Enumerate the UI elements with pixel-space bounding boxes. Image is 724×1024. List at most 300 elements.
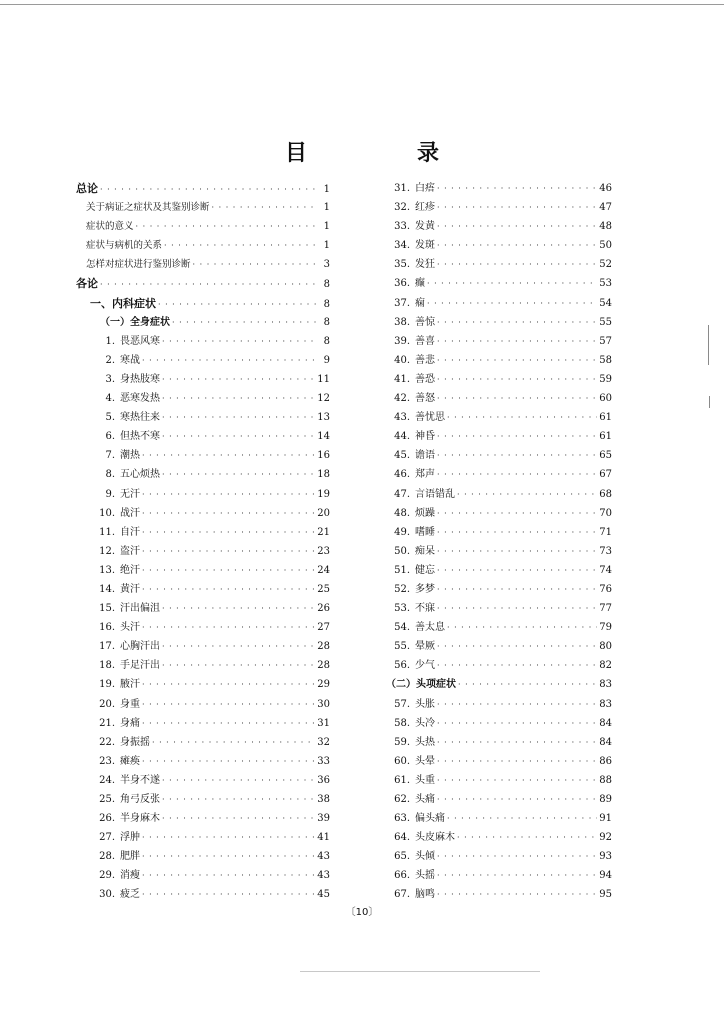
entry-page-number: 95 xyxy=(599,889,612,901)
entry-number: 27. xyxy=(99,832,115,844)
entry-number: 17. xyxy=(99,641,115,653)
entry-number: 19. xyxy=(99,679,115,691)
toc-entry xyxy=(76,809,330,828)
entry-label: 言语错乱 xyxy=(415,488,455,500)
entry-number: 66. xyxy=(394,870,410,882)
toc-entry xyxy=(386,389,612,408)
entry-page-number: 14 xyxy=(317,431,330,443)
toc-entry xyxy=(76,332,330,351)
dot-leader xyxy=(100,180,318,199)
entry-label: （一）全身症状 xyxy=(100,316,170,328)
dot-leader xyxy=(142,504,315,523)
entry-number: 48. xyxy=(394,507,410,519)
entry-page-number: 26 xyxy=(317,603,330,615)
entry-number: 65. xyxy=(394,851,410,863)
entry-page-number: 1 xyxy=(323,240,330,252)
entry-label: 半身麻木 xyxy=(120,813,160,825)
toc-entry xyxy=(386,637,612,656)
entry-number: 21. xyxy=(99,717,115,729)
entry-page-number: 93 xyxy=(599,851,612,863)
entry-label: 心胸汗出 xyxy=(120,641,160,653)
entry-label: 善恐 xyxy=(415,373,435,385)
entry-label: 头热 xyxy=(415,736,435,748)
toc-entry xyxy=(386,179,612,198)
dot-leader xyxy=(172,313,318,332)
toc-entry xyxy=(386,809,612,828)
entry-number: 52. xyxy=(394,583,410,595)
toc-entry xyxy=(386,752,612,771)
entry-number: 39. xyxy=(394,335,410,347)
dot-leader xyxy=(437,599,597,618)
entry-page-number: 43 xyxy=(317,851,330,863)
entry-label: 善惊 xyxy=(415,316,435,328)
entry-label: 红疹 xyxy=(415,202,435,214)
entry-page-number: 27 xyxy=(317,622,330,634)
entry-label: 善悲 xyxy=(415,354,435,366)
entry-label: 消瘦 xyxy=(120,870,140,882)
entry-page-number: 92 xyxy=(599,832,612,844)
entry-label: 浮肿 xyxy=(120,832,140,844)
dot-leader xyxy=(142,847,315,866)
page-title: 目 录 xyxy=(284,141,483,166)
entry-page-number: 11 xyxy=(317,373,330,385)
entry-label: 黄汗 xyxy=(120,583,140,595)
entry-label: 身痛 xyxy=(120,717,140,729)
dot-leader xyxy=(427,294,597,313)
toc-entry xyxy=(386,504,612,523)
toc-entry xyxy=(386,294,612,313)
entry-page-number: 52 xyxy=(599,259,612,271)
entry-page-number: 8 xyxy=(323,279,330,291)
toc-entry xyxy=(386,332,612,351)
entry-page-number: 8 xyxy=(323,335,330,347)
entry-number: 3. xyxy=(105,373,115,385)
entry-label: 善怒 xyxy=(415,393,435,405)
entry-page-number: 68 xyxy=(599,488,612,500)
entry-number: 6. xyxy=(105,431,115,443)
toc-entry xyxy=(386,599,612,618)
dot-leader xyxy=(162,809,315,828)
dot-leader xyxy=(437,370,597,389)
dot-leader xyxy=(447,408,597,427)
dot-leader xyxy=(162,427,315,446)
entry-label: 痴呆 xyxy=(415,545,435,557)
scan-artifact xyxy=(708,325,709,365)
entry-label: 盗汗 xyxy=(120,545,140,557)
dot-leader xyxy=(437,427,597,446)
entry-label: （二）头项症状 xyxy=(386,679,456,691)
toc-entry xyxy=(386,523,612,542)
entry-number: 25. xyxy=(99,794,115,805)
toc-entry xyxy=(76,389,330,408)
dot-leader xyxy=(437,885,597,904)
entry-label: 少气 xyxy=(415,660,435,672)
entry-page-number: 25 xyxy=(317,583,330,595)
entry-label: 善喜 xyxy=(415,335,435,347)
entry-page-number: 1 xyxy=(323,202,330,214)
entry-number: 56. xyxy=(394,660,410,672)
entry-label: 瘫痪 xyxy=(120,755,140,767)
toc-entry xyxy=(386,866,612,885)
dot-leader xyxy=(142,351,318,370)
entry-label: 腋汗 xyxy=(120,679,140,691)
entry-number: 38. xyxy=(394,316,410,328)
entry-label: 善太息 xyxy=(415,622,445,634)
toc-entry xyxy=(386,408,612,427)
entry-page-number: 47 xyxy=(599,202,612,214)
toc-entry xyxy=(76,847,330,866)
entry-page-number: 65 xyxy=(599,450,612,462)
entry-number: 4. xyxy=(105,393,115,405)
dot-leader xyxy=(142,695,315,714)
toc-entry xyxy=(76,637,330,656)
entry-number: 47. xyxy=(394,488,410,500)
dot-leader xyxy=(457,485,597,504)
toc-entry xyxy=(386,427,612,446)
entry-label: 头汗 xyxy=(120,622,140,634)
dot-leader xyxy=(437,217,597,236)
toc-entry xyxy=(386,733,612,752)
dot-leader xyxy=(142,561,315,580)
entry-page-number: 54 xyxy=(599,297,612,309)
dot-leader xyxy=(142,675,315,694)
entry-number: 53. xyxy=(394,603,410,615)
entry-label: 畏恶风寒 xyxy=(120,335,160,347)
toc-entry xyxy=(76,217,330,236)
entry-page-number: 36 xyxy=(317,774,330,786)
entry-page-number: 3 xyxy=(323,259,330,271)
entry-page-number: 86 xyxy=(599,755,612,767)
dot-leader xyxy=(162,370,315,389)
dot-leader xyxy=(437,561,597,580)
toc-entry xyxy=(76,294,330,313)
page-number: 〔10〕 xyxy=(345,907,379,918)
dot-leader xyxy=(437,847,597,866)
entry-page-number: 31 xyxy=(317,717,330,729)
entry-label: 头冷 xyxy=(415,717,435,729)
entry-page-number: 74 xyxy=(599,564,612,576)
entry-label: 症状的意义 xyxy=(86,221,134,233)
toc-entry xyxy=(76,790,330,809)
entry-page-number: 20 xyxy=(317,507,330,519)
dot-leader xyxy=(447,809,597,828)
scan-artifact xyxy=(709,396,710,408)
entry-label: 烦躁 xyxy=(415,507,435,519)
entry-number: 43. xyxy=(394,412,410,424)
scan-artifact xyxy=(300,971,540,972)
entry-page-number: 9 xyxy=(323,354,330,366)
dot-leader xyxy=(437,255,597,274)
entry-number: 57. xyxy=(394,698,410,710)
entry-number: 64. xyxy=(394,832,410,844)
entry-page-number: 83 xyxy=(599,698,612,710)
entry-label: 一、内科症状 xyxy=(90,296,156,310)
entry-number: 18. xyxy=(99,660,115,672)
toc-entry xyxy=(386,236,612,255)
toc-entry xyxy=(76,561,330,580)
entry-page-number: 1 xyxy=(323,184,330,195)
entry-label: 肥胖 xyxy=(120,851,140,863)
dot-leader xyxy=(158,295,318,314)
toc-entry xyxy=(386,313,612,332)
entry-number: 46. xyxy=(394,469,410,481)
entry-page-number: 57 xyxy=(599,335,612,347)
dot-leader xyxy=(142,885,315,904)
entry-label: 谵语 xyxy=(415,450,435,462)
entry-number: 30. xyxy=(99,889,115,901)
entry-number: 23. xyxy=(99,755,115,767)
toc-entry xyxy=(386,198,612,217)
entry-number: 22. xyxy=(99,736,115,748)
dot-leader xyxy=(437,637,597,656)
toc-entry xyxy=(76,695,330,714)
entry-label: 嗜睡 xyxy=(415,526,435,538)
entry-page-number: 38 xyxy=(317,794,330,805)
toc-entry xyxy=(76,714,330,733)
entry-page-number: 19 xyxy=(317,488,330,500)
toc-entry xyxy=(76,885,330,904)
toc-entry xyxy=(76,752,330,771)
entry-page-number: 94 xyxy=(599,870,612,882)
entry-number: 59. xyxy=(394,736,410,748)
entry-page-number: 59 xyxy=(599,373,612,385)
dot-leader xyxy=(100,275,318,294)
entry-label: 战汗 xyxy=(120,507,140,519)
dot-leader xyxy=(164,236,318,255)
entry-number: 8. xyxy=(105,469,115,481)
entry-number: 2. xyxy=(105,354,115,366)
dot-leader xyxy=(193,255,318,274)
entry-number: 60. xyxy=(394,755,410,767)
entry-number: 10. xyxy=(99,507,115,519)
entry-label: 无汗 xyxy=(120,488,140,500)
entry-label: 怎样对症状进行鉴别诊断 xyxy=(86,259,191,271)
dot-leader xyxy=(437,542,597,561)
entry-number: 32. xyxy=(394,202,410,214)
entry-page-number: 32 xyxy=(317,736,330,748)
entry-label: 恶寒发热 xyxy=(120,393,160,405)
toc-entry xyxy=(386,370,612,389)
entry-label: 发狂 xyxy=(415,259,435,271)
entry-page-number: 53 xyxy=(599,278,612,290)
entry-number: 54. xyxy=(394,622,410,634)
entry-number: 44. xyxy=(394,431,410,443)
dot-leader xyxy=(162,656,315,675)
entry-label: 症状与病机的关系 xyxy=(86,240,163,252)
entry-page-number: 77 xyxy=(599,603,612,615)
toc-entry xyxy=(76,446,330,465)
toc-entry xyxy=(76,351,330,370)
entry-page-number: 84 xyxy=(599,736,612,748)
entry-label: 头皮麻木 xyxy=(415,832,455,844)
entry-label: 善忧思 xyxy=(415,412,445,424)
toc-entry xyxy=(386,274,612,293)
entry-label: 癫 xyxy=(415,278,425,290)
entry-label: 神昏 xyxy=(415,431,435,443)
dot-leader xyxy=(437,733,597,752)
toc-entry xyxy=(76,179,330,198)
toc-entry xyxy=(386,217,612,236)
entry-label: 汗出偏沮 xyxy=(120,603,160,615)
entry-label: 寒战 xyxy=(120,354,140,366)
dot-leader xyxy=(162,599,315,618)
dot-leader xyxy=(447,618,597,637)
entry-page-number: 46 xyxy=(599,183,612,194)
toc-entry xyxy=(386,580,612,599)
dot-leader xyxy=(437,198,597,217)
entry-page-number: 88 xyxy=(599,774,612,786)
entry-number: 33. xyxy=(394,221,410,233)
entry-page-number: 24 xyxy=(317,564,330,576)
dot-leader xyxy=(437,790,597,809)
entry-number: 13. xyxy=(99,564,115,576)
entry-page-number: 48 xyxy=(599,221,612,233)
entry-page-number: 12 xyxy=(317,393,330,405)
dot-leader xyxy=(162,637,315,656)
toc-entry xyxy=(386,771,612,790)
entry-page-number: 30 xyxy=(317,698,330,710)
entry-number: 36. xyxy=(394,278,410,290)
dot-leader xyxy=(437,236,597,255)
entry-label: 白痦 xyxy=(415,183,435,194)
dot-leader xyxy=(437,523,597,542)
entry-label: 头痛 xyxy=(415,794,435,805)
dot-leader xyxy=(142,828,315,847)
entry-label: 痫 xyxy=(415,297,425,309)
toc-entry xyxy=(386,446,612,465)
entry-label: 角弓反张 xyxy=(120,794,160,805)
entry-number: 40. xyxy=(394,354,410,366)
toc-entry xyxy=(76,274,330,293)
entry-label: 头胀 xyxy=(415,698,435,710)
toc-entry xyxy=(386,618,612,637)
entry-label: 绝汗 xyxy=(120,564,140,576)
entry-number: 26. xyxy=(99,813,115,825)
toc-entry xyxy=(76,523,330,542)
scan-top-border xyxy=(0,4,724,5)
dot-leader xyxy=(437,351,597,370)
dot-leader xyxy=(437,714,597,733)
entry-number: 41. xyxy=(394,373,410,385)
dot-leader xyxy=(142,714,315,733)
toc-entry xyxy=(386,255,612,274)
entry-label: 疲乏 xyxy=(120,889,140,901)
toc-entry xyxy=(76,236,330,255)
entry-page-number: 21 xyxy=(317,526,330,538)
entry-page-number: 55 xyxy=(599,316,612,328)
entry-page-number: 71 xyxy=(599,526,612,538)
entry-number: 16. xyxy=(99,622,115,634)
entry-page-number: 1 xyxy=(323,221,330,233)
toc-entry xyxy=(76,313,330,332)
entry-label: 手足汗出 xyxy=(120,660,160,672)
toc-entry xyxy=(386,790,612,809)
dot-leader xyxy=(142,523,315,542)
dot-leader xyxy=(142,580,315,599)
dot-leader xyxy=(162,389,315,408)
entry-number: 29. xyxy=(99,870,115,882)
toc-entry xyxy=(76,771,330,790)
toc-entry xyxy=(76,370,330,389)
entry-label: 多梦 xyxy=(415,583,435,595)
toc-entry xyxy=(76,675,330,694)
entry-label: 身振摇 xyxy=(120,736,150,748)
dot-leader xyxy=(427,274,597,293)
entry-page-number: 45 xyxy=(317,889,330,901)
entry-label: 潮热 xyxy=(120,450,140,462)
entry-number: 42. xyxy=(394,393,410,405)
dot-leader xyxy=(437,313,597,332)
entry-number: 45. xyxy=(394,450,410,462)
dot-leader xyxy=(142,618,315,637)
entry-page-number: 50 xyxy=(599,240,612,252)
dot-leader xyxy=(457,828,597,847)
toc-entry xyxy=(386,695,612,714)
toc-entry xyxy=(386,485,612,504)
entry-page-number: 8 xyxy=(323,316,330,328)
entry-label: 头倾 xyxy=(415,851,435,863)
entry-page-number: 33 xyxy=(317,755,330,767)
entry-number: 20. xyxy=(99,698,115,710)
entry-label: 健忘 xyxy=(415,564,435,576)
toc-entry xyxy=(386,465,612,484)
entry-page-number: 73 xyxy=(599,545,612,557)
dot-leader xyxy=(162,465,315,484)
entry-label: 头摇 xyxy=(415,870,435,882)
entry-page-number: 89 xyxy=(599,794,612,805)
entry-number: 51. xyxy=(394,564,410,576)
toc-entry xyxy=(76,618,330,637)
entry-label: 脑鸣 xyxy=(415,889,435,901)
entry-label: 郑声 xyxy=(415,469,435,481)
toc-entry xyxy=(76,656,330,675)
entry-number: 5. xyxy=(105,412,115,424)
toc-entry xyxy=(76,580,330,599)
entry-page-number: 39 xyxy=(317,813,330,825)
dot-leader xyxy=(142,866,315,885)
entry-page-number: 91 xyxy=(599,813,612,825)
entry-label: 发斑 xyxy=(415,240,435,252)
dot-leader xyxy=(162,332,318,351)
dot-leader xyxy=(142,485,315,504)
entry-page-number: 83 xyxy=(599,679,612,691)
dot-leader xyxy=(142,446,315,465)
entry-number: 34. xyxy=(394,240,410,252)
entry-number: 14. xyxy=(99,583,115,595)
entry-page-number: 70 xyxy=(599,507,612,519)
toc-entry xyxy=(76,485,330,504)
entry-number: 50. xyxy=(394,545,410,557)
entry-page-number: 16 xyxy=(317,450,330,462)
entry-number: 55. xyxy=(394,641,410,653)
dot-leader xyxy=(437,580,597,599)
entry-label: 自汗 xyxy=(120,526,140,538)
dot-leader xyxy=(162,771,315,790)
dot-leader xyxy=(162,790,315,809)
toc-entry xyxy=(76,599,330,618)
entry-label: 晕厥 xyxy=(415,641,435,653)
entry-page-number: 58 xyxy=(599,354,612,366)
dot-leader xyxy=(212,198,318,217)
toc-entry xyxy=(386,656,612,675)
toc-entry xyxy=(76,866,330,885)
toc-entry xyxy=(76,408,330,427)
toc-entry xyxy=(76,465,330,484)
entry-number: 62. xyxy=(394,794,410,805)
entry-label: 发黄 xyxy=(415,221,435,233)
entry-page-number: 28 xyxy=(317,641,330,653)
toc-entry xyxy=(386,714,612,733)
